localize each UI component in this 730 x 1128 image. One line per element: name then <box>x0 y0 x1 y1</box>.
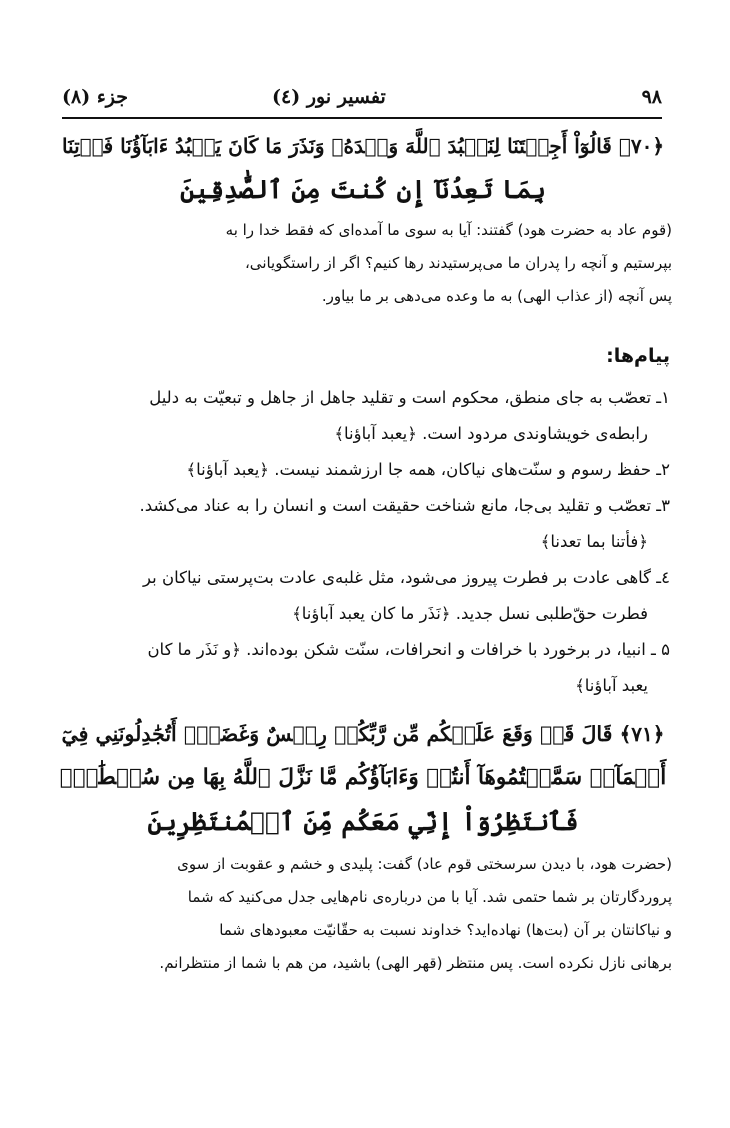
verse-line <box>58 124 668 168</box>
message-line: ۳ـ تعصّب و تقلید بی‌جا، مانع شناخت حقیقت است و انسان را به عناد می‌کشد. <box>139 496 670 515</box>
verse-line: أَسۡمَآءٖ سَمَّيۡتُمُوهَآ أَنتُمۡ وَءَابَآؤُكُم مَّا نَزَّلَ ٱللَّهُ بِهَا مِن سُلۡطَٰنٖۚ <box>59 765 667 790</box>
page-number: ۹۸ <box>641 86 662 108</box>
verse-text: قَالُوٓاْ أَجِئۡتَنَا لِنَعۡبُدَ ٱللَّهَ وَحۡدَهُۥ وَنَذَرَ مَا كَانَ يَعۡبُدُ ءَابَآؤُنَا فَأۡتِنَا <box>61 134 612 158</box>
book-title: تفسیر نور (٤) <box>272 86 386 108</box>
header-rule <box>62 117 662 119</box>
message-line: رابطه‌ی خویشاوندی مردود است. ﴿یعبد آباؤنا﴾ <box>334 424 648 443</box>
message-line: ۵ ـ انبیا، در برخورد با خرافات و انحرافات، سنّت شکن بوده‌اند. ﴿و نَذَر ما کان <box>147 640 670 659</box>
translation-line: برهانی نازل نکرده است. پس منتظر (قهر الهی) باشید، من هم با شما از منتظرانم. <box>159 954 672 972</box>
message-line: ﴿فأتنا بما تعدنا﴾ <box>540 532 648 551</box>
translation-70 <box>76 214 672 313</box>
verse-line: بِمَا تَعِدُنَآ إِن كُنتَ مِنَ ٱلصَّٰدِقِينَ <box>180 175 546 204</box>
verse-text: قَالَ قَدۡ وَقَعَ عَلَيۡكُم مِّن رَّبِّكُمۡ رِجۡسٌ وَغَضَبٌۖ أَتُجَٰدِلُونَنِي فِيٓ <box>61 722 613 746</box>
juz-label: جزء (۸) <box>62 86 128 108</box>
translation-line: و نیاکانتان بر آن (بت‌ها) نهاده‌اید؟ خداوند نسبت به حقّانیّت معبودهای شما <box>219 921 672 939</box>
message-line: یعبد آباؤنا﴾ <box>575 676 648 695</box>
translation-line: (حضرت هود، با دیدن سرسختی قوم عاد) گفت: پلیدی و خشم و عقوبت از سوی <box>177 855 672 873</box>
verse-number: ﴿۷۰﴾ <box>618 134 665 158</box>
verse-line <box>58 712 668 756</box>
messages-list <box>60 380 670 704</box>
translation-line: بپرستیم و آنچه را پدران ما می‌پرستیدند رها کنیم؟ اگر از راستگویانی، <box>244 254 672 272</box>
page-header <box>62 86 662 116</box>
verse-number: ﴿۷۱﴾ <box>619 722 665 746</box>
translation-line: پروردگارتان بر شما حتمی شد. آیا با من درباره‌ی نام‌هایی جدل می‌کنید که شما <box>187 888 672 906</box>
verse-70 <box>58 124 668 212</box>
translation-line: (قوم عاد به حضرت هود) گفتند: آیا به سوی ما آمده‌ای که فقط خدا را به <box>225 221 672 239</box>
message-line: فطرت حقّ‌طلبی نسل جدید. ﴿نَذَر ما کان یعبد آباؤنا﴾ <box>292 604 648 623</box>
message-line: ۲ـ حفظ رسوم و سنّت‌های نیاکان، همه جا ارزشمند نیست. ﴿یعبد آباؤنا﴾ <box>186 460 670 479</box>
verse-line: فَٱنتَظِرُوٓاْ إِنِّي مَعَكُم مِّنَ ٱلۡمُنتَظِرِينَ <box>147 807 579 836</box>
verse-71 <box>58 712 668 844</box>
translation-71 <box>76 848 672 980</box>
messages-heading: پیام‌ها: <box>606 345 670 367</box>
message-line: ۱ـ تعصّب به جای منطق، محکوم است و تقلید جاهل از جاهل و تبعیّت به دلیل <box>149 388 670 407</box>
translation-line: پس آنچه (از عذاب الهی) به ما وعده می‌دهی بر ما بیاور. <box>321 287 672 305</box>
message-line: ٤ـ گاهی عادت بر فطرت پیروز می‌شود، مثل غلبه‌ی عادت بت‌پرستی نیاکان بر <box>143 568 670 587</box>
